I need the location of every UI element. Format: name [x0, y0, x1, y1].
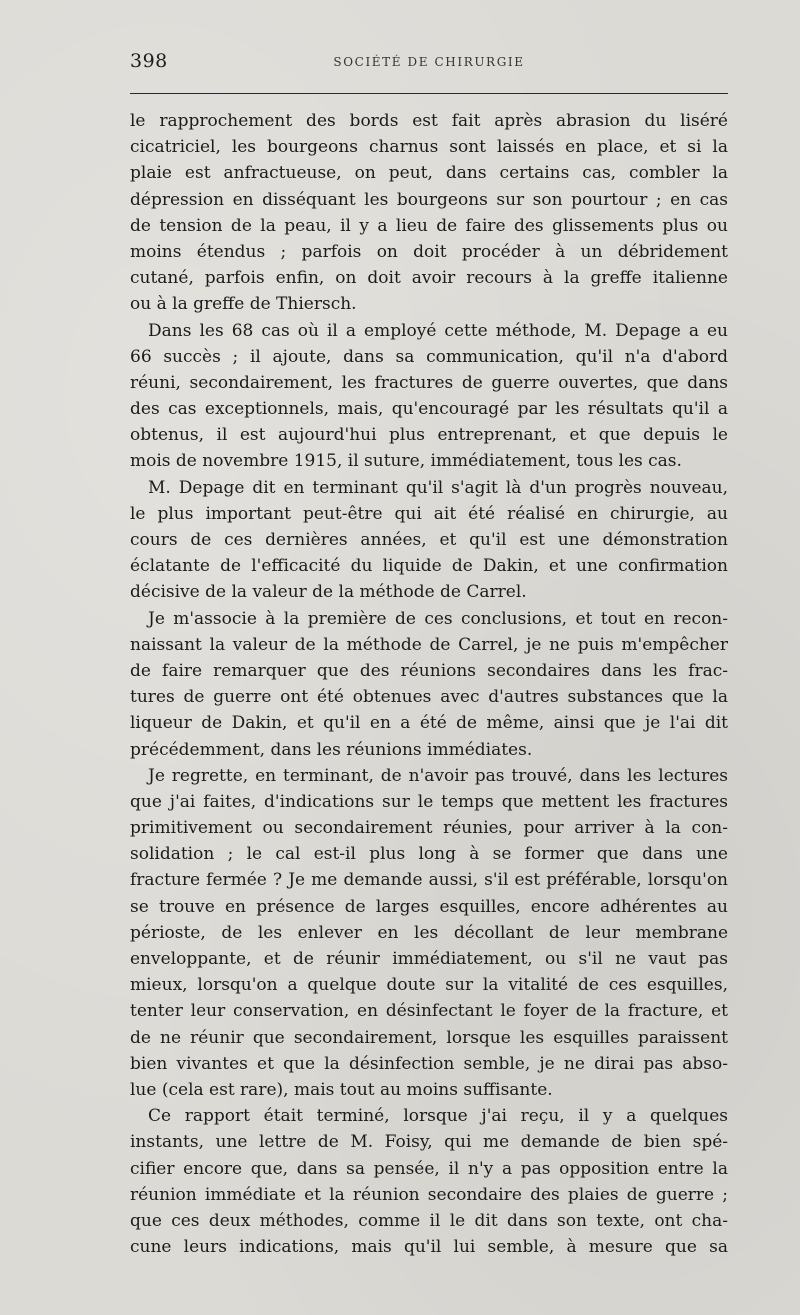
text-line: réuni, secondairement, les fractures de guerre ouvertes, que dans: [130, 372, 728, 393]
text-line: que j'ai faites, d'indications sur le temps que mettent les fractures: [130, 791, 728, 812]
text-line: cicatriciel, les bourgeons charnus sont laissés en place, et si la: [130, 137, 728, 158]
paragraph-start-line: Dans les 68 cas où il a employé cette méthode, M. Depage a eu: [148, 320, 728, 341]
text-line: de ne réunir que secondairement, lorsque les esquilles paraissent: [130, 1027, 728, 1048]
text-line: tenter leur conservation, en désinfectant le foyer de la fracture, et: [130, 1001, 728, 1022]
text-line: mieux, lorsqu'on a quelque doute sur la vitalité de ces esquilles,: [130, 975, 728, 996]
text-line: cours de ces dernières années, et qu'il est une démonstration: [130, 530, 728, 550]
text-line: mois de novembre 1915, il suture, immédiatement, tous les cas.: [130, 451, 682, 472]
text-line: enveloppante, et de réunir immédiatement, ou s'il ne vaut pas: [130, 949, 728, 969]
journal-title: SOCIÉTÉ DE CHIRURGIE: [333, 55, 525, 69]
text-line: le plus important peut-être qui ait été réalisé en chirurgie, au: [130, 503, 728, 524]
paragraph-start-line: Ce rapport était terminé, lorsque j'ai reçu, il y a quelques: [148, 1106, 728, 1127]
text-line: cutané, parfois enfin, on doit avoir recours à la greffe italienne: [130, 268, 728, 289]
text-line: que ces deux méthodes, comme il le dit dans son texte, ont cha-: [130, 1210, 728, 1231]
text-line: éclatante de l'efficacité du liquide de Dakin, et une confirmation: [130, 556, 728, 577]
text-line: lue (cela est rare), mais tout au moins suffisante.: [130, 1079, 553, 1100]
paragraph-start-line: Je m'associe à la première de ces conclusions, et tout en recon-: [148, 608, 728, 629]
text-line: se trouve en présence de larges esquilles, encore adhérentes au: [130, 896, 728, 917]
text-line: liqueur de Dakin, et qu'il en a été de même, ainsi que je l'ai dit: [130, 713, 728, 734]
body-text: [130, 108, 728, 1260]
text-line: décisive de la valeur de la méthode de Carrel.: [130, 582, 527, 603]
text-line: plaie est anfractueuse, on peut, dans certains cas, combler la: [130, 163, 728, 184]
text-line: bien vivantes et que la désinfection semble, je ne dirai pas abso-: [130, 1053, 728, 1074]
text-line: 66 succès ; il ajoute, dans sa communication, qu'il n'a d'abord: [130, 346, 728, 367]
text-line: périoste, de les enlever en les décollant de leur membrane: [130, 922, 728, 943]
text-line: cifier encore que, dans sa pensée, il n'y a pas opposition entre la: [130, 1158, 728, 1179]
text-line: de faire remarquer que des réunions secondaires dans les frac-: [130, 660, 728, 681]
running-head: [130, 50, 728, 76]
text-line: primitivement ou secondairement réunies, pour arriver à la con-: [130, 818, 728, 839]
text-line: de tension de la peau, il y a lieu de faire des glissements plus ou: [130, 215, 728, 236]
text-line: ou à la greffe de Thiersch.: [130, 294, 357, 315]
page-number: 398: [130, 50, 168, 72]
text-line: précédemment, dans les réunions immédiates.: [130, 739, 533, 760]
text-line: obtenus, il est aujourd'hui plus entreprenant, et que depuis le: [130, 425, 728, 446]
text-line: moins étendus ; parfois on doit procéder à un débridement: [130, 241, 728, 262]
text-line: tures de guerre ont été obtenues avec d'autres substances que la: [130, 687, 728, 708]
text-line: dépression en disséquant les bourgeons sur son pourtour ; en cas: [130, 189, 728, 210]
text-line: cune leurs indications, mais qu'il lui semble, à mesure que sa: [130, 1237, 728, 1258]
paragraph-start-line: Je regrette, en terminant, de n'avoir pas trouvé, dans les lectures: [148, 765, 728, 786]
text-line: des cas exceptionnels, mais, qu'encouragé par les résultats qu'il a: [130, 399, 728, 420]
text-line: solidation ; le cal est-il plus long à se former que dans une: [130, 844, 728, 865]
text-line: instants, une lettre de M. Foisy, qui me demande de bien spé-: [130, 1132, 728, 1153]
text-line: fracture fermée ? Je me demande aussi, s'il est préférable, lorsqu'on: [130, 870, 728, 891]
text-line: le rapprochement des bords est fait après abrasion du liséré: [130, 111, 728, 131]
text-line: naissant la valeur de la méthode de Carrel, je ne puis m'empêcher: [130, 634, 728, 655]
paragraph-start-line: M. Depage dit en terminant qu'il s'agit là d'un progrès nouveau,: [148, 477, 728, 498]
header-rule: [130, 93, 728, 94]
text-line: réunion immédiate et la réunion secondaire des plaies de guerre ;: [130, 1184, 728, 1205]
